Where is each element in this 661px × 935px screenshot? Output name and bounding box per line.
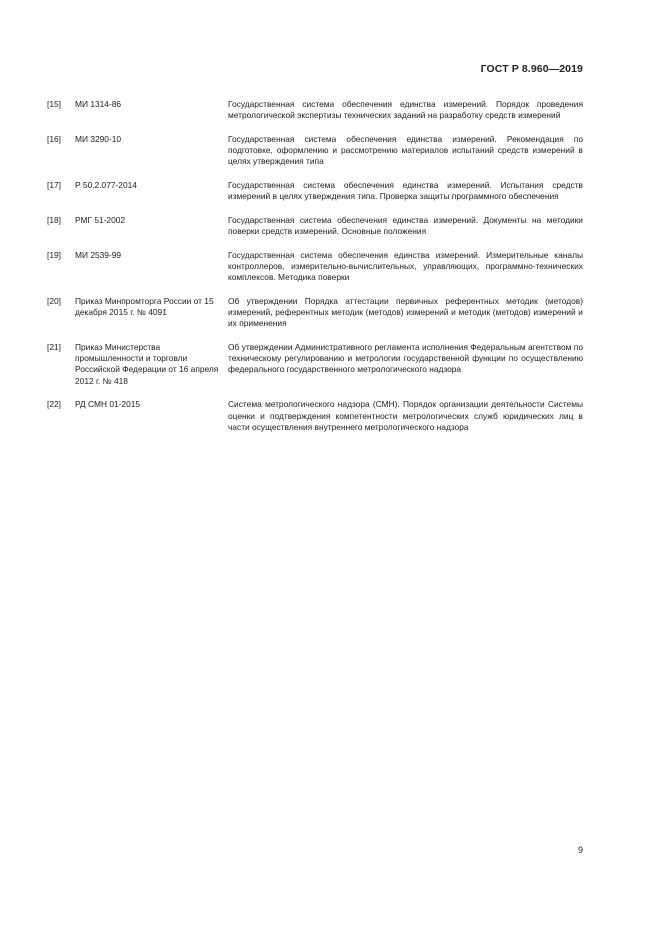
reference-item xyxy=(47,342,583,387)
reference-item xyxy=(47,134,583,168)
reference-number: [22] xyxy=(47,399,61,410)
reference-code: Приказ Министерства промышленности и торговли Российской Федерации от 16 апреля 2012 г. № 418 xyxy=(75,342,219,386)
reference-code: МИ 3290-10 xyxy=(75,133,122,144)
reference-item xyxy=(47,399,583,433)
reference-number: [17] xyxy=(47,180,61,191)
reference-title: Государственная система обеспечения единства измерений. Испытания средств измерений в целях утверждения типа. Проверка защиты программного обеспечения xyxy=(228,180,583,202)
page-number: 9 xyxy=(577,845,583,855)
reference-number: [16] xyxy=(47,133,61,144)
reference-title: Об утверждении Порядка аттестации первичных референтных методик (методов) измерений, референтных методик (методов) измерений и методик (методов) измерений и их применения xyxy=(228,295,583,329)
reference-item xyxy=(47,99,583,121)
reference-item xyxy=(47,215,583,237)
document-id: ГОСТ Р 8.960—2019 xyxy=(480,63,583,75)
reference-title: Государственная система обеспечения единства измерений. Документы на методики поверки средств измерений. Основные положения xyxy=(228,214,583,237)
reference-number: [15] xyxy=(47,99,61,109)
reference-title: Государственная система обеспечения единства измерений. Порядок проведения метрологической экспертизы технических заданий на разработку средств измерений xyxy=(228,99,583,121)
reference-number: [18] xyxy=(47,214,61,225)
reference-number: [20] xyxy=(47,295,61,306)
reference-item xyxy=(47,250,583,284)
reference-title: Система метрологического надзора (СМН). Порядок организации деятельности Системы оценки и подтверждения компетентности метрологических служб юридических лиц в части осуществления внутреннего метрологического надзора xyxy=(228,399,583,432)
reference-number: [19] xyxy=(47,249,61,260)
reference-code: РД СМН 01-2015 xyxy=(75,399,141,410)
reference-code: Р 50.2.077-2014 xyxy=(75,180,137,191)
reference-title: Государственная система обеспечения единства измерений. Рекомендация по подготовке, оформлению и рассмотрению материалов испытаний средств измерений в целях утверждения типа xyxy=(228,133,583,167)
reference-code: МИ 1314-86 xyxy=(75,99,122,109)
reference-item xyxy=(47,180,583,202)
reference-code: РМГ 51-2002 xyxy=(75,214,126,225)
reference-title: Об утверждении Административного регламента исполнения Федеральным агентством по техническому регулированию и метрологии государственной функции по осуществлению федерального государственного метрологического надзора xyxy=(228,342,583,375)
reference-code: Приказ Минпромторга России от 15 декабря 2015 г. № 4091 xyxy=(75,295,214,318)
reference-title: Государственная система обеспечения единства измерений. Измерительные каналы контроллеров, измерительно-вычислительных, управляющих, программно-технических комплексов. Методика поверки xyxy=(228,249,583,283)
reference-code: МИ 2539-99 xyxy=(75,249,122,260)
reference-number: [21] xyxy=(47,342,61,353)
reference-item xyxy=(47,296,583,330)
bibliography-list xyxy=(47,99,583,445)
